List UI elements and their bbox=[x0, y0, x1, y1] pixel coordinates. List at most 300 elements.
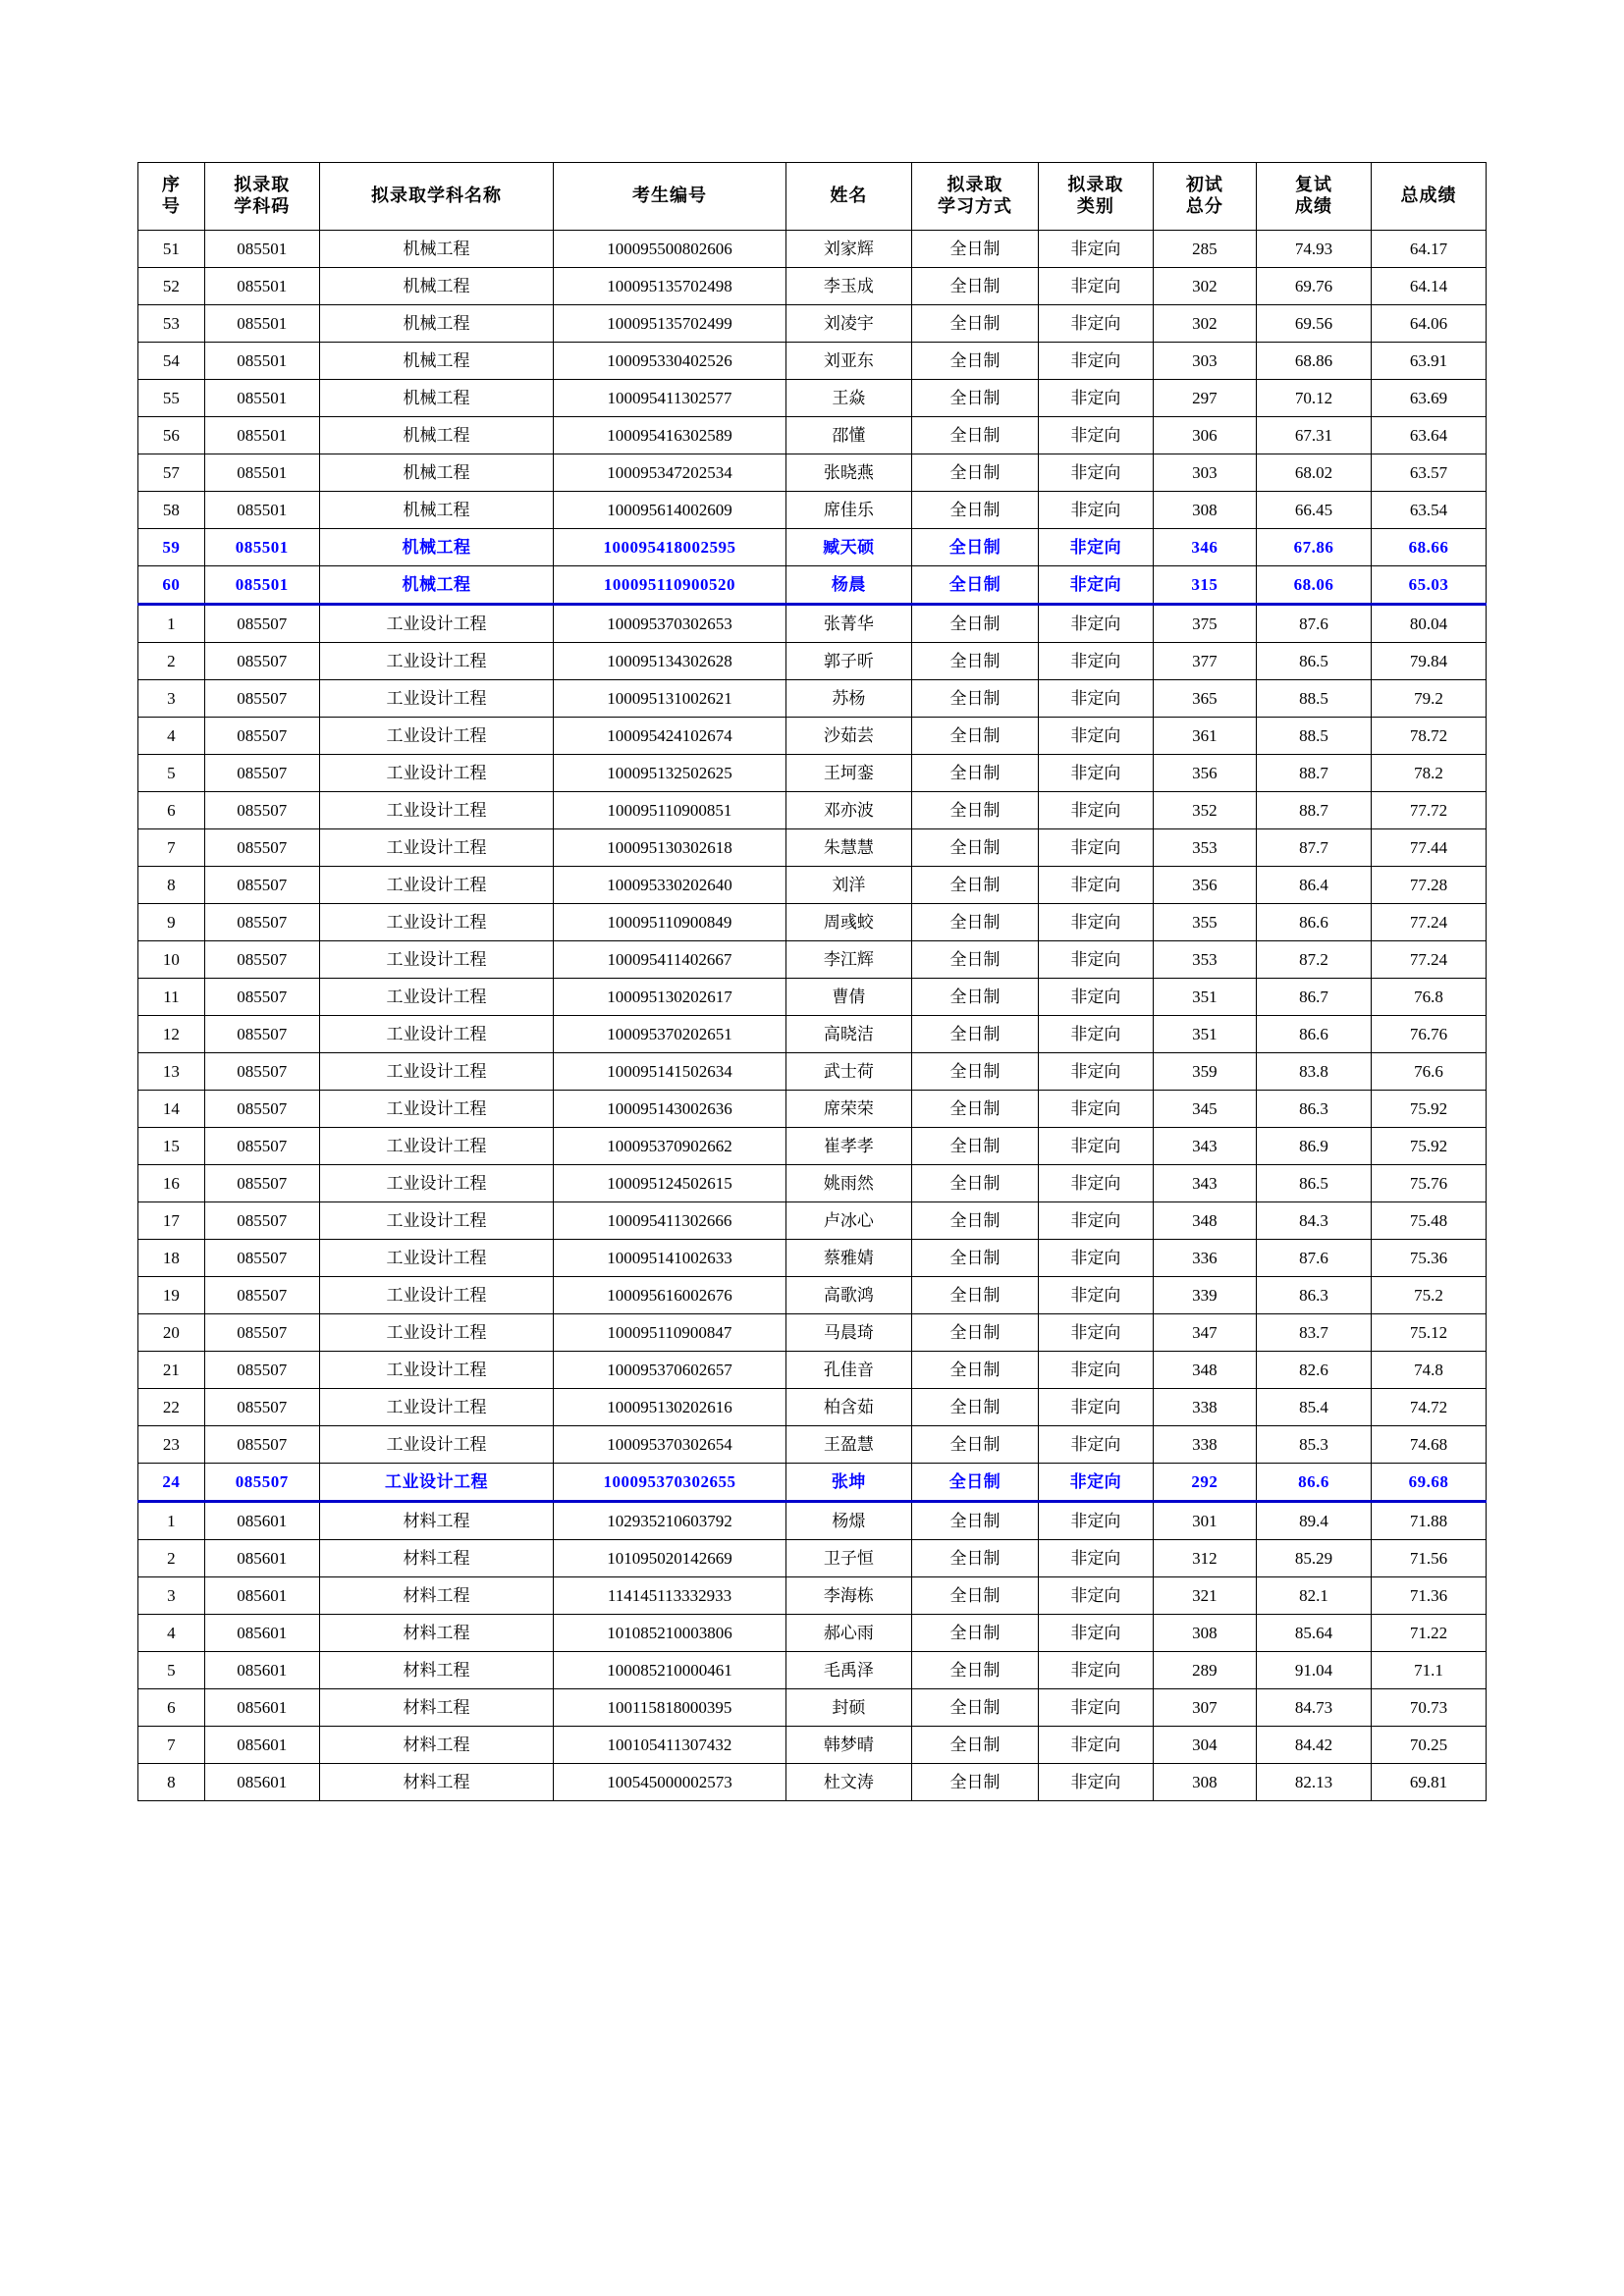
cell-first-score: 336 bbox=[1153, 1240, 1256, 1277]
cell-second-score: 86.7 bbox=[1257, 979, 1372, 1016]
cell-first-score: 359 bbox=[1153, 1053, 1256, 1091]
cell-name: 曹倩 bbox=[785, 979, 912, 1016]
table-row bbox=[138, 1577, 1487, 1615]
cell-code: 085501 bbox=[204, 454, 319, 492]
cell-major: 工业设计工程 bbox=[319, 979, 554, 1016]
cell-second-score: 87.6 bbox=[1257, 1240, 1372, 1277]
cell-major: 材料工程 bbox=[319, 1540, 554, 1577]
cell-category: 非定向 bbox=[1038, 829, 1153, 867]
cell-seq: 59 bbox=[138, 529, 205, 566]
cell-exam-id: 100095614002609 bbox=[554, 492, 785, 529]
cell-category: 非定向 bbox=[1038, 1352, 1153, 1389]
cell-total: 75.36 bbox=[1371, 1240, 1486, 1277]
cell-name: 李玉成 bbox=[785, 268, 912, 305]
cell-name: 张坤 bbox=[785, 1464, 912, 1502]
col-header-exam-id bbox=[554, 163, 785, 231]
cell-major: 工业设计工程 bbox=[319, 829, 554, 867]
table-row bbox=[138, 829, 1487, 867]
cell-second-score: 91.04 bbox=[1257, 1652, 1372, 1689]
cell-name: 杨晨 bbox=[785, 566, 912, 605]
cell-mode: 全日制 bbox=[912, 979, 1039, 1016]
cell-total: 69.68 bbox=[1371, 1464, 1486, 1502]
header-row bbox=[138, 163, 1487, 231]
cell-seq: 56 bbox=[138, 417, 205, 454]
table-header bbox=[138, 163, 1487, 231]
cell-exam-id: 100095135702499 bbox=[554, 305, 785, 343]
col-header-seq-line1: 序 bbox=[161, 175, 181, 195]
cell-name: 张菁华 bbox=[785, 605, 912, 643]
cell-mode: 全日制 bbox=[912, 231, 1039, 268]
cell-code: 085507 bbox=[204, 1277, 319, 1314]
cell-second-score: 88.5 bbox=[1257, 718, 1372, 755]
table-row bbox=[138, 755, 1487, 792]
cell-first-score: 292 bbox=[1153, 1464, 1256, 1502]
cell-second-score: 87.7 bbox=[1257, 829, 1372, 867]
cell-code: 085507 bbox=[204, 1091, 319, 1128]
cell-second-score: 84.42 bbox=[1257, 1727, 1372, 1764]
cell-mode: 全日制 bbox=[912, 904, 1039, 941]
table-row bbox=[138, 1202, 1487, 1240]
cell-major: 工业设计工程 bbox=[319, 867, 554, 904]
cell-major: 机械工程 bbox=[319, 417, 554, 454]
cell-mode: 全日制 bbox=[912, 454, 1039, 492]
col-header-first-score-line1: 初试 bbox=[1185, 175, 1223, 195]
table-row bbox=[138, 941, 1487, 979]
cell-code: 085507 bbox=[204, 1165, 319, 1202]
cell-total: 71.36 bbox=[1371, 1577, 1486, 1615]
cell-major: 工业设计工程 bbox=[319, 1426, 554, 1464]
cell-exam-id: 100095370302654 bbox=[554, 1426, 785, 1464]
cell-first-score: 321 bbox=[1153, 1577, 1256, 1615]
cell-second-score: 70.12 bbox=[1257, 380, 1372, 417]
cell-category: 非定向 bbox=[1038, 904, 1153, 941]
cell-name: 蔡雅婧 bbox=[785, 1240, 912, 1277]
cell-code: 085501 bbox=[204, 231, 319, 268]
cell-first-score: 351 bbox=[1153, 1016, 1256, 1053]
cell-second-score: 67.31 bbox=[1257, 417, 1372, 454]
cell-total: 74.8 bbox=[1371, 1352, 1486, 1389]
cell-seq: 54 bbox=[138, 343, 205, 380]
table-row bbox=[138, 792, 1487, 829]
cell-seq: 6 bbox=[138, 792, 205, 829]
cell-seq: 15 bbox=[138, 1128, 205, 1165]
table-row bbox=[138, 529, 1487, 566]
cell-category: 非定向 bbox=[1038, 1764, 1153, 1801]
cell-name: 马晨琦 bbox=[785, 1314, 912, 1352]
cell-major: 工业设计工程 bbox=[319, 1165, 554, 1202]
col-header-second-score-line2: 成绩 bbox=[1295, 196, 1333, 216]
cell-total: 74.68 bbox=[1371, 1426, 1486, 1464]
col-header-category-line2: 类别 bbox=[1076, 196, 1114, 216]
cell-seq: 18 bbox=[138, 1240, 205, 1277]
cell-name: 郭子昕 bbox=[785, 643, 912, 680]
cell-first-score: 356 bbox=[1153, 755, 1256, 792]
cell-seq: 2 bbox=[138, 1540, 205, 1577]
cell-exam-id: 100095418002595 bbox=[554, 529, 785, 566]
cell-category: 非定向 bbox=[1038, 605, 1153, 643]
cell-major: 材料工程 bbox=[319, 1764, 554, 1801]
col-header-major-line1: 拟录取学科名称 bbox=[371, 186, 503, 206]
cell-total: 79.84 bbox=[1371, 643, 1486, 680]
cell-category: 非定向 bbox=[1038, 1727, 1153, 1764]
cell-category: 非定向 bbox=[1038, 1652, 1153, 1689]
cell-seq: 20 bbox=[138, 1314, 205, 1352]
table-row bbox=[138, 1016, 1487, 1053]
cell-code: 085507 bbox=[204, 941, 319, 979]
cell-second-score: 74.93 bbox=[1257, 231, 1372, 268]
cell-category: 非定向 bbox=[1038, 792, 1153, 829]
table-row bbox=[138, 605, 1487, 643]
cell-second-score: 86.9 bbox=[1257, 1128, 1372, 1165]
cell-mode: 全日制 bbox=[912, 1165, 1039, 1202]
cell-exam-id: 100095141502634 bbox=[554, 1053, 785, 1091]
cell-code: 085507 bbox=[204, 1053, 319, 1091]
cell-total: 63.69 bbox=[1371, 380, 1486, 417]
cell-seq: 10 bbox=[138, 941, 205, 979]
table-row bbox=[138, 566, 1487, 605]
cell-category: 非定向 bbox=[1038, 867, 1153, 904]
cell-seq: 13 bbox=[138, 1053, 205, 1091]
table-row bbox=[138, 1764, 1487, 1801]
cell-name: 郝心雨 bbox=[785, 1615, 912, 1652]
cell-name: 卫子恒 bbox=[785, 1540, 912, 1577]
cell-mode: 全日制 bbox=[912, 1314, 1039, 1352]
cell-category: 非定向 bbox=[1038, 1502, 1153, 1540]
col-header-category bbox=[1038, 163, 1153, 231]
table-row bbox=[138, 1615, 1487, 1652]
cell-exam-id: 100095370202651 bbox=[554, 1016, 785, 1053]
cell-mode: 全日制 bbox=[912, 417, 1039, 454]
cell-exam-id: 100105411307432 bbox=[554, 1727, 785, 1764]
cell-second-score: 86.6 bbox=[1257, 1016, 1372, 1053]
cell-second-score: 69.56 bbox=[1257, 305, 1372, 343]
cell-total: 74.72 bbox=[1371, 1389, 1486, 1426]
table-row bbox=[138, 380, 1487, 417]
cell-code: 085601 bbox=[204, 1502, 319, 1540]
cell-category: 非定向 bbox=[1038, 1016, 1153, 1053]
cell-major: 材料工程 bbox=[319, 1727, 554, 1764]
cell-seq: 3 bbox=[138, 1577, 205, 1615]
cell-second-score: 86.6 bbox=[1257, 1464, 1372, 1502]
cell-category: 非定向 bbox=[1038, 566, 1153, 605]
cell-exam-id: 100095330402526 bbox=[554, 343, 785, 380]
cell-exam-id: 100095347202534 bbox=[554, 454, 785, 492]
cell-second-score: 85.64 bbox=[1257, 1615, 1372, 1652]
table-row bbox=[138, 718, 1487, 755]
cell-major: 工业设计工程 bbox=[319, 792, 554, 829]
cell-seq: 7 bbox=[138, 1727, 205, 1764]
cell-exam-id: 100095500802606 bbox=[554, 231, 785, 268]
cell-code: 085507 bbox=[204, 755, 319, 792]
cell-first-score: 302 bbox=[1153, 268, 1256, 305]
cell-exam-id: 100095131002621 bbox=[554, 680, 785, 718]
cell-name: 臧天硕 bbox=[785, 529, 912, 566]
cell-major: 工业设计工程 bbox=[319, 1352, 554, 1389]
cell-first-score: 289 bbox=[1153, 1652, 1256, 1689]
col-header-total bbox=[1371, 163, 1486, 231]
table-row bbox=[138, 1165, 1487, 1202]
cell-name: 刘家辉 bbox=[785, 231, 912, 268]
cell-total: 64.17 bbox=[1371, 231, 1486, 268]
cell-first-score: 343 bbox=[1153, 1165, 1256, 1202]
cell-major: 工业设计工程 bbox=[319, 1277, 554, 1314]
cell-seq: 51 bbox=[138, 231, 205, 268]
cell-total: 75.2 bbox=[1371, 1277, 1486, 1314]
cell-code: 085507 bbox=[204, 1426, 319, 1464]
cell-total: 75.92 bbox=[1371, 1128, 1486, 1165]
cell-code: 085601 bbox=[204, 1577, 319, 1615]
table-row bbox=[138, 231, 1487, 268]
cell-seq: 57 bbox=[138, 454, 205, 492]
cell-name: 武士荷 bbox=[785, 1053, 912, 1091]
cell-seq: 4 bbox=[138, 1615, 205, 1652]
cell-code: 085507 bbox=[204, 792, 319, 829]
cell-total: 77.24 bbox=[1371, 941, 1486, 979]
cell-name: 姚雨然 bbox=[785, 1165, 912, 1202]
cell-first-score: 353 bbox=[1153, 829, 1256, 867]
cell-second-score: 83.8 bbox=[1257, 1053, 1372, 1091]
cell-first-score: 348 bbox=[1153, 1202, 1256, 1240]
cell-code: 085507 bbox=[204, 1016, 319, 1053]
cell-mode: 全日制 bbox=[912, 492, 1039, 529]
cell-seq: 11 bbox=[138, 979, 205, 1016]
cell-mode: 全日制 bbox=[912, 1128, 1039, 1165]
cell-name: 邵懂 bbox=[785, 417, 912, 454]
cell-first-score: 308 bbox=[1153, 492, 1256, 529]
cell-exam-id: 100095411302666 bbox=[554, 1202, 785, 1240]
cell-category: 非定向 bbox=[1038, 718, 1153, 755]
cell-name: 卢冰心 bbox=[785, 1202, 912, 1240]
cell-first-score: 302 bbox=[1153, 305, 1256, 343]
cell-name: 杨燝 bbox=[785, 1502, 912, 1540]
cell-first-score: 347 bbox=[1153, 1314, 1256, 1352]
cell-name: 高晓洁 bbox=[785, 1016, 912, 1053]
cell-second-score: 88.7 bbox=[1257, 792, 1372, 829]
cell-name: 王焱 bbox=[785, 380, 912, 417]
table-row bbox=[138, 1053, 1487, 1091]
cell-first-score: 338 bbox=[1153, 1426, 1256, 1464]
table-row bbox=[138, 492, 1487, 529]
cell-major: 机械工程 bbox=[319, 566, 554, 605]
cell-seq: 5 bbox=[138, 1652, 205, 1689]
cell-seq: 52 bbox=[138, 268, 205, 305]
cell-mode: 全日制 bbox=[912, 1202, 1039, 1240]
cell-code: 085501 bbox=[204, 343, 319, 380]
cell-mode: 全日制 bbox=[912, 1615, 1039, 1652]
cell-category: 非定向 bbox=[1038, 1464, 1153, 1502]
cell-major: 工业设计工程 bbox=[319, 680, 554, 718]
cell-major: 工业设计工程 bbox=[319, 755, 554, 792]
cell-second-score: 68.86 bbox=[1257, 343, 1372, 380]
cell-code: 085507 bbox=[204, 1202, 319, 1240]
cell-exam-id: 100095416302589 bbox=[554, 417, 785, 454]
cell-major: 机械工程 bbox=[319, 380, 554, 417]
cell-first-score: 308 bbox=[1153, 1615, 1256, 1652]
cell-exam-id: 100095330202640 bbox=[554, 867, 785, 904]
cell-exam-id: 100095134302628 bbox=[554, 643, 785, 680]
cell-code: 085601 bbox=[204, 1689, 319, 1727]
cell-first-score: 352 bbox=[1153, 792, 1256, 829]
cell-code: 085501 bbox=[204, 305, 319, 343]
cell-seq: 5 bbox=[138, 755, 205, 792]
cell-seq: 8 bbox=[138, 867, 205, 904]
cell-seq: 2 bbox=[138, 643, 205, 680]
cell-exam-id: 100095124502615 bbox=[554, 1165, 785, 1202]
cell-first-score: 306 bbox=[1153, 417, 1256, 454]
cell-major: 材料工程 bbox=[319, 1577, 554, 1615]
cell-total: 78.72 bbox=[1371, 718, 1486, 755]
cell-seq: 8 bbox=[138, 1764, 205, 1801]
cell-second-score: 86.4 bbox=[1257, 867, 1372, 904]
cell-exam-id: 100095370602657 bbox=[554, 1352, 785, 1389]
cell-category: 非定向 bbox=[1038, 680, 1153, 718]
cell-mode: 全日制 bbox=[912, 792, 1039, 829]
cell-first-score: 304 bbox=[1153, 1727, 1256, 1764]
cell-second-score: 67.86 bbox=[1257, 529, 1372, 566]
cell-mode: 全日制 bbox=[912, 605, 1039, 643]
cell-first-score: 356 bbox=[1153, 867, 1256, 904]
cell-exam-id: 100095110900520 bbox=[554, 566, 785, 605]
table-row bbox=[138, 1128, 1487, 1165]
table-row bbox=[138, 1091, 1487, 1128]
cell-seq: 22 bbox=[138, 1389, 205, 1426]
cell-first-score: 351 bbox=[1153, 979, 1256, 1016]
col-header-mode-line2: 学习方式 bbox=[938, 196, 1013, 216]
cell-mode: 全日制 bbox=[912, 718, 1039, 755]
cell-total: 64.06 bbox=[1371, 305, 1486, 343]
cell-first-score: 365 bbox=[1153, 680, 1256, 718]
table-row bbox=[138, 1426, 1487, 1464]
cell-exam-id: 101095020142669 bbox=[554, 1540, 785, 1577]
cell-mode: 全日制 bbox=[912, 1389, 1039, 1426]
col-header-second-score bbox=[1257, 163, 1372, 231]
cell-name: 韩梦晴 bbox=[785, 1727, 912, 1764]
cell-code: 085501 bbox=[204, 380, 319, 417]
col-header-mode bbox=[912, 163, 1039, 231]
cell-mode: 全日制 bbox=[912, 1426, 1039, 1464]
cell-major: 机械工程 bbox=[319, 231, 554, 268]
cell-category: 非定向 bbox=[1038, 1128, 1153, 1165]
table-row bbox=[138, 1277, 1487, 1314]
cell-total: 78.2 bbox=[1371, 755, 1486, 792]
cell-exam-id: 100095143002636 bbox=[554, 1091, 785, 1128]
col-header-exam-id-line1: 考生编号 bbox=[631, 186, 707, 206]
cell-category: 非定向 bbox=[1038, 1202, 1153, 1240]
cell-second-score: 83.7 bbox=[1257, 1314, 1372, 1352]
cell-total: 71.56 bbox=[1371, 1540, 1486, 1577]
cell-category: 非定向 bbox=[1038, 492, 1153, 529]
cell-seq: 12 bbox=[138, 1016, 205, 1053]
cell-seq: 53 bbox=[138, 305, 205, 343]
table-row bbox=[138, 268, 1487, 305]
cell-name: 沙茹芸 bbox=[785, 718, 912, 755]
cell-category: 非定向 bbox=[1038, 1277, 1153, 1314]
cell-major: 工业设计工程 bbox=[319, 941, 554, 979]
col-header-total-line1: 总成绩 bbox=[1400, 186, 1457, 206]
col-header-code bbox=[204, 163, 319, 231]
cell-code: 085507 bbox=[204, 1464, 319, 1502]
cell-total: 71.22 bbox=[1371, 1615, 1486, 1652]
cell-second-score: 66.45 bbox=[1257, 492, 1372, 529]
cell-second-score: 85.4 bbox=[1257, 1389, 1372, 1426]
cell-name: 李江辉 bbox=[785, 941, 912, 979]
cell-seq: 19 bbox=[138, 1277, 205, 1314]
cell-category: 非定向 bbox=[1038, 1689, 1153, 1727]
cell-first-score: 361 bbox=[1153, 718, 1256, 755]
cell-code: 085507 bbox=[204, 605, 319, 643]
table-row bbox=[138, 454, 1487, 492]
cell-second-score: 85.3 bbox=[1257, 1426, 1372, 1464]
cell-second-score: 86.3 bbox=[1257, 1277, 1372, 1314]
table-row bbox=[138, 1314, 1487, 1352]
cell-code: 085601 bbox=[204, 1727, 319, 1764]
cell-mode: 全日制 bbox=[912, 1277, 1039, 1314]
cell-major: 工业设计工程 bbox=[319, 605, 554, 643]
cell-total: 77.72 bbox=[1371, 792, 1486, 829]
cell-total: 70.25 bbox=[1371, 1727, 1486, 1764]
cell-mode: 全日制 bbox=[912, 1352, 1039, 1389]
cell-mode: 全日制 bbox=[912, 755, 1039, 792]
cell-first-score: 308 bbox=[1153, 1764, 1256, 1801]
cell-name: 毛禹泽 bbox=[785, 1652, 912, 1689]
cell-major: 工业设计工程 bbox=[319, 643, 554, 680]
table-row bbox=[138, 1352, 1487, 1389]
cell-mode: 全日制 bbox=[912, 1091, 1039, 1128]
cell-exam-id: 100095370302655 bbox=[554, 1464, 785, 1502]
cell-major: 工业设计工程 bbox=[319, 1314, 554, 1352]
cell-code: 085507 bbox=[204, 1389, 319, 1426]
cell-exam-id: 114145113332933 bbox=[554, 1577, 785, 1615]
table-row bbox=[138, 904, 1487, 941]
cell-code: 085507 bbox=[204, 1352, 319, 1389]
cell-code: 085501 bbox=[204, 492, 319, 529]
cell-total: 77.28 bbox=[1371, 867, 1486, 904]
table-row bbox=[138, 1389, 1487, 1426]
cell-seq: 7 bbox=[138, 829, 205, 867]
cell-mode: 全日制 bbox=[912, 343, 1039, 380]
cell-major: 工业设计工程 bbox=[319, 718, 554, 755]
cell-exam-id: 100095141002633 bbox=[554, 1240, 785, 1277]
cell-exam-id: 100095411302577 bbox=[554, 380, 785, 417]
cell-first-score: 345 bbox=[1153, 1091, 1256, 1128]
cell-first-score: 315 bbox=[1153, 566, 1256, 605]
table-row bbox=[138, 1540, 1487, 1577]
admission-table bbox=[137, 162, 1487, 1801]
cell-exam-id: 100115818000395 bbox=[554, 1689, 785, 1727]
cell-second-score: 86.3 bbox=[1257, 1091, 1372, 1128]
table-row bbox=[138, 1652, 1487, 1689]
cell-exam-id: 100095135702498 bbox=[554, 268, 785, 305]
cell-major: 材料工程 bbox=[319, 1652, 554, 1689]
cell-major: 机械工程 bbox=[319, 529, 554, 566]
cell-total: 76.8 bbox=[1371, 979, 1486, 1016]
cell-category: 非定向 bbox=[1038, 305, 1153, 343]
cell-mode: 全日制 bbox=[912, 1464, 1039, 1502]
cell-seq: 58 bbox=[138, 492, 205, 529]
cell-second-score: 85.29 bbox=[1257, 1540, 1372, 1577]
cell-mode: 全日制 bbox=[912, 941, 1039, 979]
cell-exam-id: 100085210000461 bbox=[554, 1652, 785, 1689]
table-row bbox=[138, 1502, 1487, 1540]
cell-exam-id: 100095110900847 bbox=[554, 1314, 785, 1352]
cell-category: 非定向 bbox=[1038, 941, 1153, 979]
cell-category: 非定向 bbox=[1038, 979, 1153, 1016]
cell-total: 70.73 bbox=[1371, 1689, 1486, 1727]
cell-code: 085507 bbox=[204, 718, 319, 755]
cell-total: 76.76 bbox=[1371, 1016, 1486, 1053]
cell-mode: 全日制 bbox=[912, 643, 1039, 680]
cell-major: 机械工程 bbox=[319, 454, 554, 492]
